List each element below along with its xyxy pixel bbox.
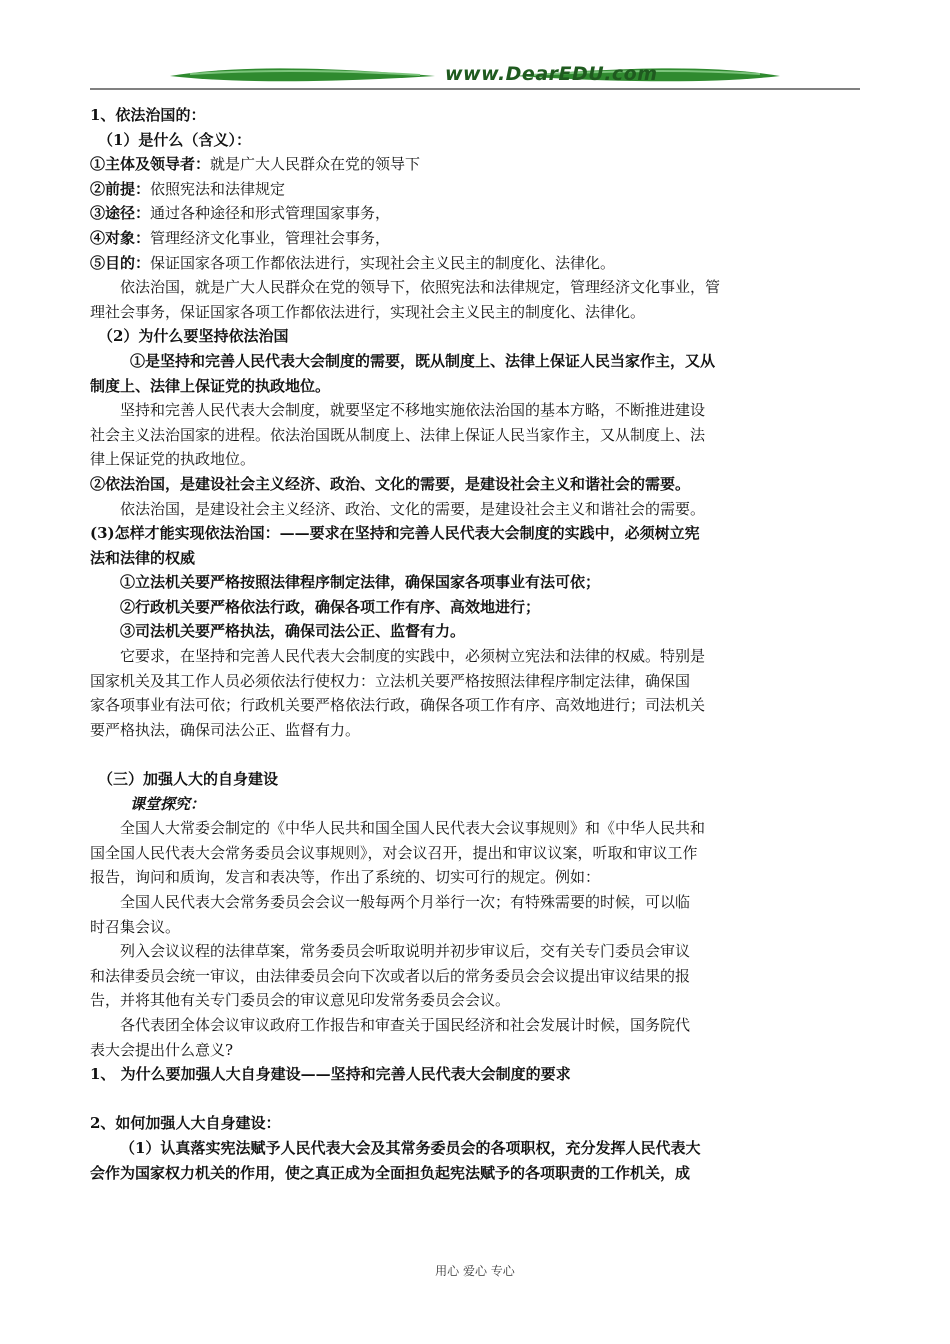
line-text: 家各项事业有法可依；行政机关要严格依法行政，确保各项工作有序、高效地进行；司法机关	[90, 696, 706, 715]
line-text: 法和法律的权威	[90, 548, 196, 567]
line-text: 依法治国，就是广大人民群众在党的领导下，依照宪法和法律规定，管理经济文化事业，管	[120, 278, 721, 297]
text-line	[90, 595, 862, 620]
line-text: 依照宪法和法律规定	[150, 179, 286, 198]
line-text: 列入会议议程的法律草案，常务委员会听取说明并初步审议后，交有关专门委员会审议	[120, 942, 691, 961]
text-line	[90, 546, 862, 571]
line-text: 告，并将其他有关专门委员会的审议意见印发常务委员会会议。	[90, 991, 511, 1010]
text-line	[90, 1136, 862, 1161]
line-text: ③司法机关要严格执法，确保司法公正、监督有力。	[120, 622, 466, 641]
text-line	[90, 398, 862, 423]
line-text: 1、 为什么要加强人大自身建设——坚持和完善人民代表大会制度的要求	[90, 1065, 571, 1084]
line-text: 社会主义法治国家的进程。依法治国既从制度上、法律上保证人民当家作主，又从制度上、法	[90, 425, 706, 444]
blank-line	[90, 1087, 862, 1112]
line-text: 课堂探究：	[130, 794, 206, 813]
line-text: （2）为什么要坚持依法治国	[98, 327, 289, 346]
text-line	[90, 718, 862, 743]
text-line	[90, 816, 862, 841]
line-text: 就是广大人民群众在党的领导下	[210, 155, 421, 174]
text-line	[90, 374, 862, 399]
page-footer: 用心 爱心 专心	[435, 1264, 515, 1278]
line-text: 理社会事务，保证国家各项工作都依法进行，实现社会主义民主的制度化、法律化。	[90, 302, 646, 321]
item-label: ②前提：	[90, 179, 151, 198]
text-line	[90, 865, 862, 890]
line-text: 1、依法治国的：	[90, 106, 206, 124]
text-line	[90, 841, 862, 866]
line-text: 表大会提出什么意义?	[90, 1040, 234, 1059]
text-line	[90, 521, 862, 546]
text-line	[90, 1013, 862, 1038]
line-text: 会作为国家权力机关的作用，使之真正成为全面担负起宪法赋予的各项职责的工作机关，成	[90, 1163, 691, 1182]
item-label: ⑤目的：	[90, 253, 151, 272]
text-line	[90, 472, 862, 497]
text-line	[90, 128, 862, 153]
line-text: 报告，询问和质询，发言和表决等，作出了系统的、切实可行的规定。例如：	[90, 868, 601, 887]
text-line	[90, 939, 862, 964]
line-text: 各代表团全体会议审议政府工作报告和审查关于国民经济和社会发展计时候，国务院代	[120, 1015, 691, 1034]
line-text: 全国人大常委会制定的《中华人民共和国全国人民代表大会议事规则》和《中华人民共和	[120, 819, 706, 838]
text-line	[90, 177, 862, 202]
line-text: 国全国人民代表大会常务委员会议事规则》，对会议召开，提出和审议议案，听取和审议工作	[90, 843, 698, 862]
line-text: （三）加强人大的自身建设	[98, 770, 279, 789]
line-text: 依法治国，是建设社会主义经济、政治、文化的需要，是建设社会主义和谐社会的需要。	[120, 499, 706, 518]
text-line	[90, 226, 862, 251]
line-text: 时召集会议。	[90, 917, 181, 936]
line-text: 和法律委员会统一审议，由法律委员会向下次或者以后的常务委员会会议提出审议结果的报	[90, 966, 691, 985]
line-text: 全国人民代表大会常务委员会会议一般每两个月举行一次；有特殊需要的时候，可以临	[120, 893, 691, 911]
line-text: 它要求，在坚持和完善人民代表大会制度的实践中，必须树立宪法和法律的权威。特别是	[120, 647, 706, 666]
text-line	[90, 915, 862, 940]
item-label: ①主体及领导者：	[90, 155, 211, 174]
text-line	[90, 324, 862, 349]
line-text: 制度上、法律上保证党的执政地位。	[90, 376, 331, 395]
line-text: 通过各种途径和形式管理国家事务，	[150, 204, 391, 223]
text-line	[90, 890, 862, 915]
line-text: (3)怎样才能实现依法治国：——要求在坚持和完善人民代表大会制度的实践中，必须树立宪	[90, 524, 700, 543]
line-text: （1）是什么（含义）：	[98, 130, 251, 149]
text-line	[90, 619, 862, 644]
text-line	[90, 1038, 862, 1063]
line-text: ②依法治国，是建设社会主义经济、政治、文化的需要，是建设社会主义和谐社会的需要。	[90, 474, 691, 493]
text-line	[90, 988, 862, 1013]
line-text: 2、如何加强人大自身建设：	[90, 1114, 281, 1133]
text-line	[90, 693, 862, 718]
text-line	[90, 103, 862, 128]
text-line	[90, 447, 862, 472]
text-line	[90, 792, 862, 817]
text-line	[90, 497, 862, 522]
text-line	[90, 570, 862, 595]
document-body	[90, 103, 862, 1185]
text-line	[90, 251, 862, 276]
line-text: ①立法机关要严格按照法律程序制定法律，确保国家各项事业有法可依；	[120, 573, 601, 592]
line-text: 坚持和完善人民代表大会制度，就要坚定不移地实施依法治国的基本方略，不断推进建设	[120, 401, 706, 420]
line-text: 管理经济文化事业，管理社会事务，	[150, 228, 391, 247]
text-line	[90, 1111, 862, 1136]
text-line	[90, 349, 862, 374]
line-text: ②行政机关要严格依法行政，确保各项工作有序、高效地进行；	[120, 597, 541, 616]
page-header	[90, 58, 860, 98]
text-line	[90, 767, 862, 792]
line-text: （1）认真落实宪法赋予人民代表大会及其常务委员会的各项职权，充分发挥人民代表大	[120, 1138, 701, 1157]
text-line	[90, 669, 862, 694]
line-text: 国家机关及其工作人员必须依法行使权力：立法机关要严格按照法律程序制定法律，确保国	[90, 671, 691, 690]
text-line	[90, 1062, 862, 1087]
line-text: 保证国家各项工作都依法进行，实现社会主义民主的制度化、法律化。	[150, 253, 616, 272]
text-line	[90, 201, 862, 226]
line-text: ①是坚持和完善人民代表大会制度的需要，既从制度上、法律上保证人民当家作主，又从	[130, 351, 716, 370]
text-line	[90, 152, 862, 177]
text-line	[90, 423, 862, 448]
text-line	[90, 300, 862, 325]
text-line	[90, 1161, 862, 1186]
line-text: 律上保证党的执政地位。	[90, 450, 256, 469]
item-label: ④对象：	[90, 228, 151, 247]
text-line	[90, 644, 862, 669]
text-line	[90, 275, 862, 300]
text-line	[90, 964, 862, 989]
site-url: www.DearEDU.com	[445, 63, 658, 85]
blank-line	[90, 742, 862, 767]
line-text: 要严格执法，确保司法公正、监督有力。	[90, 720, 361, 739]
item-label: ③途径：	[90, 204, 151, 223]
